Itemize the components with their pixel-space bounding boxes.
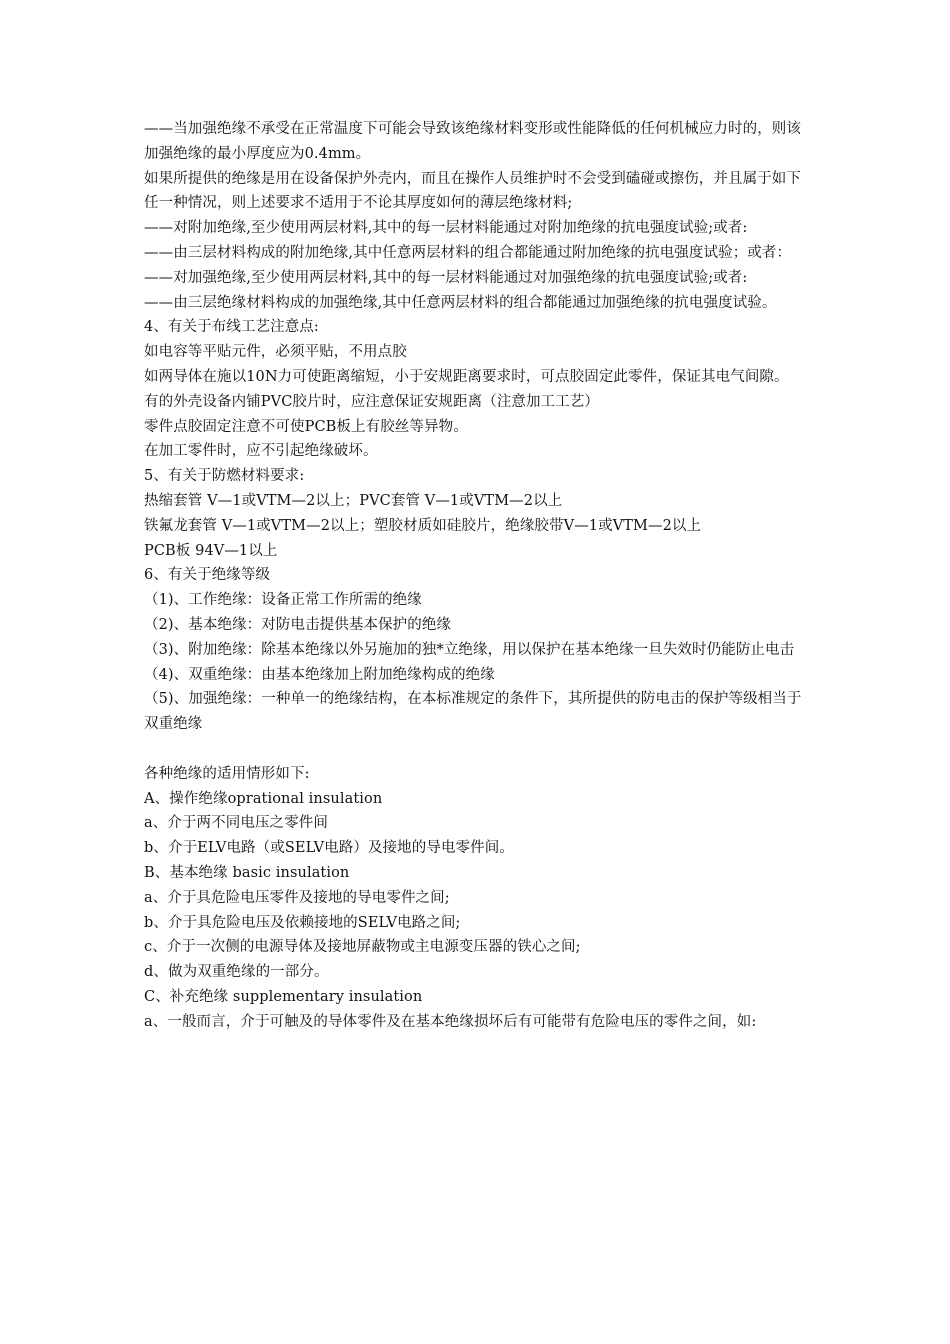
list-item: b、介于ELV电路（或SELV电路）及接地的导电零件间。 [144, 840, 514, 857]
list-item: a、介于具危险电压零件及接地的导电零件之间; [144, 889, 450, 906]
blank-line [144, 737, 810, 762]
document-body [144, 117, 810, 1034]
list-item: a、一般而言，介于可触及的导体零件及在基本绝缘损坏后有可能带有危险电压的零件之间，如: [144, 1013, 757, 1030]
paragraph: ——由三层绝缘材料构成的加强绝缘,其中任意两层材料的组合都能通过加强绝缘的抗电强度试验。 [144, 294, 777, 311]
paragraph: 有的外壳设备内铺PVC胶片时，应注意保证安规距离（注意加工工艺） [144, 393, 600, 410]
list-item: d、做为双重绝缘的一部分。 [144, 964, 329, 981]
list-item: （5)、加强绝缘：一种单一的绝缘结构，在本标准规定的条件下，其所提供的防电击的保护等级相当于双重绝缘 [144, 691, 802, 733]
section-heading: 4、有关于布线工艺注意点: [144, 319, 319, 336]
paragraph: ——对附加绝缘,至少使用两层材料,其中的每一层材料能通过对附加绝缘的抗电强度试验;或者: [144, 220, 748, 237]
paragraph: 如两导体在施以10N力可使距离缩短，小于安规距离要求时，可点胶固定此零件，保证其电气间隙。 [144, 368, 789, 385]
paragraph: PCB板 94V—1以上 [144, 542, 278, 559]
paragraph: 如电容等平贴元件，必须平贴，不用点胶 [144, 344, 407, 361]
list-item: （3)、附加绝缘：除基本绝缘以外另施加的独*立绝缘，用以保护在基本绝缘一旦失效时仍能防止电击 [144, 641, 795, 658]
paragraph: ——由三层材料构成的附加绝缘,其中任意两层材料的组合都能通过附加绝缘的抗电强度试验；或者： [144, 244, 792, 261]
paragraph: 如果所提供的绝缘是用在设备保护外壳内，而且在操作人员维护时不会受到磕碰或擦伤，并且属于如下任一种情况，则上述要求不适用于不论其厚度如何的薄层绝缘材料; [144, 170, 801, 212]
list-item: （1)、工作绝缘：设备正常工作所需的绝缘 [144, 592, 422, 609]
subsection-heading: C、补充绝缘 supplementary insulation [144, 988, 423, 1005]
paragraph: 在加工零件时，应不引起绝缘破坏。 [144, 443, 378, 460]
paragraph: 热缩套管 V—1或VTM—2以上；PVC套管 V—1或VTM—2以上 [144, 492, 563, 509]
section-heading: 6、有关于绝缘等级 [144, 567, 271, 584]
section-heading: 5、有关于防燃材料要求: [144, 468, 305, 485]
list-item: c、介于一次侧的电源导体及接地屏蔽物或主电源变压器的铁心之间; [144, 939, 581, 956]
paragraph: ——当加强绝缘不承受在正常温度下可能会导致该绝缘材料变形或性能降低的任何机械应力时的，则该加强绝缘的最小厚度应为0.4mm。 [144, 121, 801, 162]
subsection-heading: A、操作绝缘oprational insulation [144, 790, 383, 807]
list-item: （4)、双重绝缘：由基本绝缘加上附加绝缘构成的绝缘 [144, 666, 495, 683]
list-item: （2)、基本绝缘：对防电击提供基本保护的绝缘 [144, 616, 452, 633]
paragraph: 零件点胶固定注意不可使PCB板上有胶丝等异物。 [144, 418, 468, 435]
list-item: b、介于具危险电压及依赖接地的SELV电路之间; [144, 914, 461, 931]
paragraph: ——对加强绝缘,至少使用两层材料,其中的每一层材料能通过对加强绝缘的抗电强度试验;或者: [144, 269, 748, 286]
paragraph: 各种绝缘的适用情形如下: [144, 765, 310, 782]
paragraph: 铁氟龙套管 V—1或VTM—2以上；塑胶材质如硅胶片，绝缘胶带V—1或VTM—2以上 [144, 517, 702, 534]
subsection-heading: B、基本绝缘 basic insulation [144, 864, 350, 881]
list-item: a、介于两不同电压之零件间 [144, 815, 328, 832]
